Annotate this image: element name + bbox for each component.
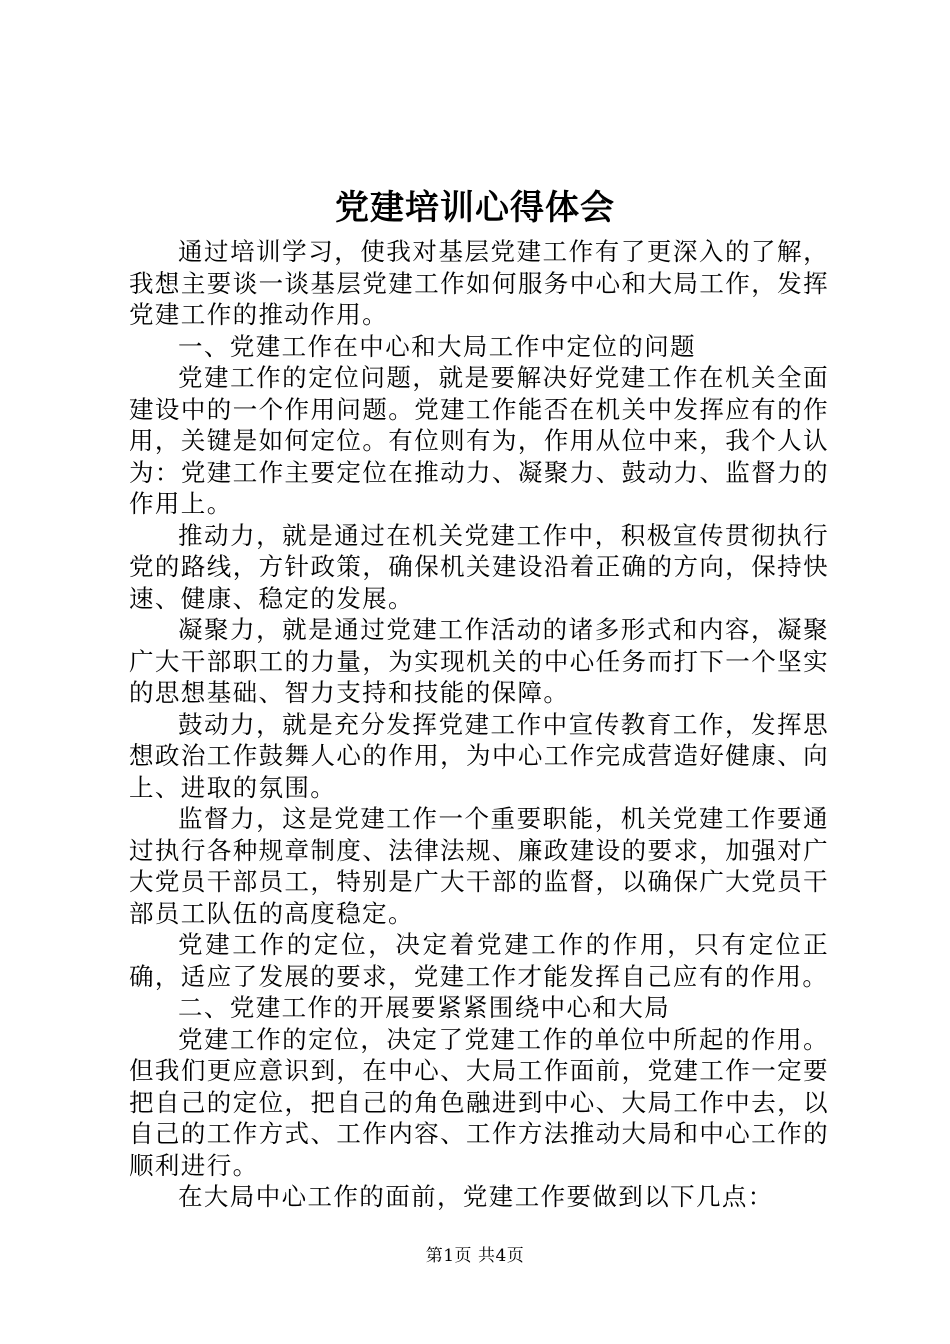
paragraph-key-points: 在大局中心工作的面前，党建工作要做到以下几点： — [178, 1182, 774, 1211]
paragraph-positioning: 党建工作的定位问题，就是要解决好党建工作在机关全面建设中的一个作用问题。党建工作能否在机关中发挥应有的作用，关键是如何定位。有位则有为，作用从位中来，我个人认为：党建工作主要定位在推动力、凝聚力、鼓动力、监督力的作用上。 — [129, 363, 829, 518]
document-body — [129, 236, 829, 1213]
paragraph-positioning-summary: 党建工作的定位，决定着党建工作的作用，只有定位正确，适应了发展的要求，党建工作才能发挥自己应有的作用。 — [129, 930, 829, 991]
paragraph-center-work: 党建工作的定位，决定了党建工作的单位中所起的作用。但我们更应意识到，在中心、大局工作面前，党建工作一定要把自己的定位，把自己的角色融进到中心、大局工作中去，以自己的工作方式、工作内容、工作方法推动大局和中心工作的顺利进行。 — [129, 1024, 829, 1180]
document-title: 党建培训心得体会 — [335, 188, 615, 228]
paragraph-driving-force: 推动力，就是通过在机关党建工作中，积极宣传贯彻执行党的路线，方针政策，确保机关建设沿着正确的方向，保持快速、健康、稳定的发展。 — [129, 520, 829, 613]
paragraph-cohesion: 凝聚力，就是通过党建工作活动的诸多形式和内容，凝聚广大干部职工的力量，为实现机关的中心任务而打下一个坚实的思想基础、智力支持和技能的保障。 — [129, 615, 829, 707]
section-heading-2: 二、党建工作的开展要紧紧围绕中心和大局 — [178, 993, 671, 1022]
paragraph-supervision: 监督力，这是党建工作一个重要职能，机关党建工作要通过执行各种规章制度、法律法规、廉政建设的要求，加强对广大党员干部员工，特别是广大干部的监督，以确保广大党员干部员工队伍的高度稳定。 — [129, 804, 829, 928]
page-number-footer: 第1页 共4页 — [425, 1246, 525, 1266]
section-heading-1: 一、党建工作在中心和大局工作中定位的问题 — [178, 331, 696, 361]
paragraph-intro: 通过培训学习，使我对基层党建工作有了更深入的了解，我想主要谈一谈基层党建工作如何服务中心和大局工作，发挥党建工作的推动作用。 — [129, 237, 829, 329]
paragraph-motivation: 鼓动力，就是充分发挥党建工作中宣传教育工作，发挥思想政治工作鼓舞人心的作用，为中心工作完成营造好健康、向上、进取的氛围。 — [129, 709, 829, 802]
